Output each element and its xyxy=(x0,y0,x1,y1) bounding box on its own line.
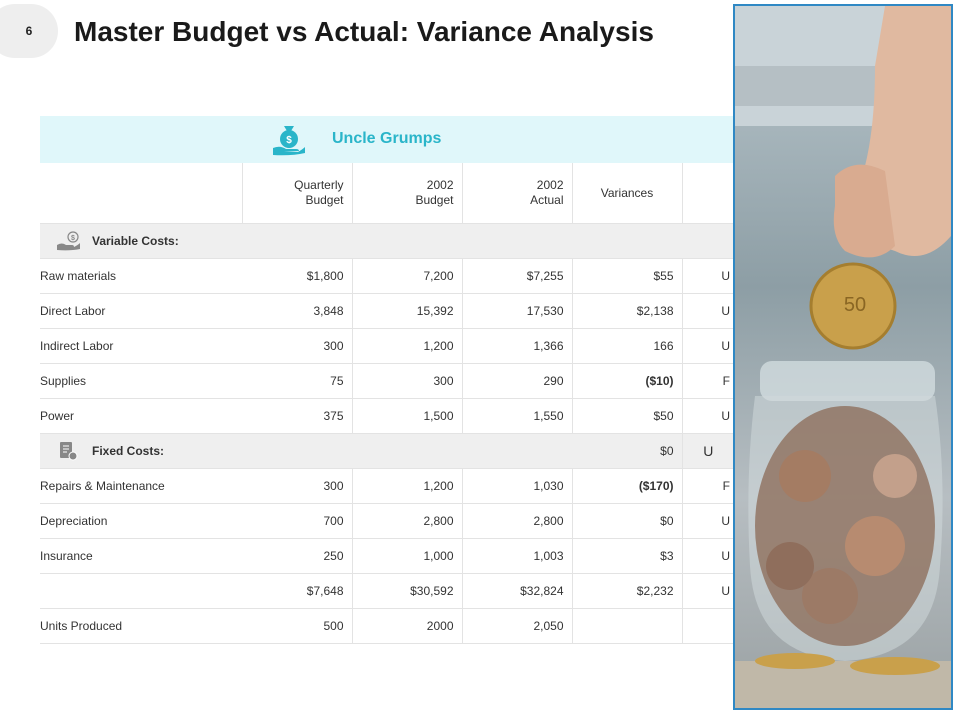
row-name: Indirect Labor xyxy=(40,329,242,364)
table-row xyxy=(40,294,734,329)
row-flag: U xyxy=(682,259,734,294)
variance-table-container xyxy=(40,116,734,644)
row-actual: 2,050 xyxy=(462,609,572,644)
row-flag: F xyxy=(682,364,734,399)
row-actual: $7,255 xyxy=(462,259,572,294)
fixed-costs-flag: U xyxy=(682,434,734,469)
row-variance: $55 xyxy=(572,259,682,294)
row-budget: 1,000 xyxy=(352,539,462,574)
row-actual: 17,530 xyxy=(462,294,572,329)
hand-coin-icon xyxy=(56,231,82,251)
row-actual: 1,366 xyxy=(462,329,572,364)
header-variances: Variances xyxy=(572,163,682,224)
slide-number: 6 xyxy=(25,24,33,38)
row-variance: $2,138 xyxy=(572,294,682,329)
table-row xyxy=(40,539,734,574)
svg-text:$: $ xyxy=(286,135,292,146)
row-actual: 1,030 xyxy=(462,469,572,504)
row-name: Depreciation xyxy=(40,504,242,539)
table-row xyxy=(40,469,734,504)
document-money-icon xyxy=(56,441,82,461)
money-bag-hand-icon xyxy=(272,122,306,156)
row-budget: 2000 xyxy=(352,609,462,644)
row-quarterly: 500 xyxy=(242,609,352,644)
coin-jar-photo xyxy=(733,4,953,710)
table-row xyxy=(40,329,734,364)
row-flag: U xyxy=(682,399,734,434)
row-variance: $0 xyxy=(572,504,682,539)
row-variance: $2,232 xyxy=(572,574,682,609)
row-budget: $30,592 xyxy=(352,574,462,609)
header-2002-budget: 2002 Budget xyxy=(352,163,462,224)
variance-table xyxy=(40,163,734,644)
row-variance: ($10) xyxy=(572,364,682,399)
row-name: Insurance xyxy=(40,539,242,574)
row-quarterly: 300 xyxy=(242,329,352,364)
row-name: Direct Labor xyxy=(40,294,242,329)
row-actual: 1,003 xyxy=(462,539,572,574)
row-quarterly: 3,848 xyxy=(242,294,352,329)
row-name: Repairs & Maintenance xyxy=(40,469,242,504)
header-blank xyxy=(40,163,242,224)
row-budget: 2,800 xyxy=(352,504,462,539)
table-row xyxy=(40,399,734,434)
row-actual: 1,550 xyxy=(462,399,572,434)
row-budget: 1,200 xyxy=(352,469,462,504)
row-name: Raw materials xyxy=(40,259,242,294)
row-name: Supplies xyxy=(40,364,242,399)
row-quarterly: 700 xyxy=(242,504,352,539)
section-variable-costs xyxy=(40,224,734,259)
row-actual: 290 xyxy=(462,364,572,399)
coin-jar-illustration xyxy=(735,6,951,708)
row-name: Power xyxy=(40,399,242,434)
row-variance: $50 xyxy=(572,399,682,434)
table-row-units-produced xyxy=(40,609,734,644)
row-actual: 2,800 xyxy=(462,504,572,539)
row-variance: 166 xyxy=(572,329,682,364)
page-title: Master Budget vs Actual: Variance Analysis xyxy=(74,16,654,47)
row-flag: U xyxy=(682,329,734,364)
row-variance: $3 xyxy=(572,539,682,574)
header-flag xyxy=(682,163,734,224)
table-row xyxy=(40,259,734,294)
row-budget: 1,500 xyxy=(352,399,462,434)
table-row-total xyxy=(40,574,734,609)
svg-text:$: $ xyxy=(71,235,75,242)
row-quarterly: 300 xyxy=(242,469,352,504)
fixed-costs-variance: $0 xyxy=(572,434,682,469)
section-label: Variable Costs: xyxy=(92,234,179,248)
table-row xyxy=(40,364,734,399)
row-flag: F xyxy=(682,469,734,504)
row-flag xyxy=(682,609,734,644)
row-variance: ($170) xyxy=(572,469,682,504)
row-variance xyxy=(572,609,682,644)
slide-number-badge xyxy=(0,4,58,58)
company-banner xyxy=(40,116,734,163)
row-quarterly: $7,648 xyxy=(242,574,352,609)
row-quarterly: 250 xyxy=(242,539,352,574)
row-name xyxy=(40,574,242,609)
row-quarterly: 375 xyxy=(242,399,352,434)
row-flag: U xyxy=(682,539,734,574)
table-row xyxy=(40,504,734,539)
header-2002-actual: 2002 Actual xyxy=(462,163,572,224)
row-flag: U xyxy=(682,504,734,539)
row-budget: 1,200 xyxy=(352,329,462,364)
row-budget: 7,200 xyxy=(352,259,462,294)
section-fixed-costs xyxy=(40,434,734,469)
table-header-row xyxy=(40,163,734,224)
row-budget: 15,392 xyxy=(352,294,462,329)
row-flag: U xyxy=(682,574,734,609)
row-actual: $32,824 xyxy=(462,574,572,609)
row-flag: U xyxy=(682,294,734,329)
row-name: Units Produced xyxy=(40,609,242,644)
row-budget: 300 xyxy=(352,364,462,399)
svg-text:50: 50 xyxy=(843,294,867,316)
row-quarterly: $1,800 xyxy=(242,259,352,294)
header-quarterly-budget: Quarterly Budget xyxy=(242,163,352,224)
row-quarterly: 75 xyxy=(242,364,352,399)
company-name: Uncle Grumps xyxy=(332,130,442,147)
section-label: Fixed Costs: xyxy=(92,444,165,458)
